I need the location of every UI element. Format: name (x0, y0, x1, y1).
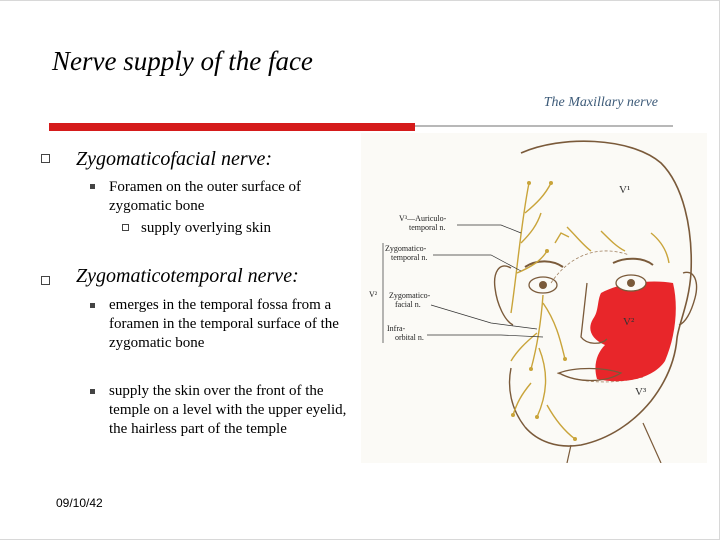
label-zygomaticotemporal: Zygomatico- (385, 244, 427, 253)
bullet-filled-icon (90, 389, 95, 394)
bullet-filled-icon (90, 184, 95, 189)
bullet-filled-icon (90, 303, 95, 308)
sub-bullet-square-icon (122, 224, 129, 231)
label-zygomaticofacial-2: facial n. (395, 300, 421, 309)
slide-date: 09/10/42 (56, 496, 103, 510)
region-label-v2: V² (623, 316, 635, 328)
region-label-v1: V¹ (619, 184, 631, 196)
title-accent-bar (49, 123, 415, 131)
label-auriculotemporal: V³—Auriculo- (399, 214, 447, 223)
region-label-v3: V³ (635, 386, 647, 398)
bullet-square-icon (41, 154, 50, 163)
label-auriculotemporal-2: temporal n. (409, 223, 446, 232)
label-v2-branch: V² (369, 290, 378, 299)
face-diagram-svg (361, 133, 707, 463)
label-zygomaticotemporal-2: temporal n. (391, 253, 428, 262)
bullet-item-emerges: emerges in the temporal fossa from a foramen in the temporal surface of the zygomatic bone (109, 297, 339, 351)
sub-bullet-supply-skin: supply overlying skin (141, 220, 271, 236)
slide-title: Nerve supply of the face (52, 46, 313, 76)
label-infraorbital: Infra- (387, 324, 406, 333)
label-zygomaticofacial: Zygomatico- (389, 291, 431, 300)
bullet-heading-zygomaticofacial: Zygomaticofacial nerve: (76, 148, 273, 170)
bullet-item-supply-temple: supply the skin over the front of the temple on a level with the upper eyelid, the hairless part of the temple (109, 383, 347, 437)
slide-border-top (0, 0, 720, 1)
slide-subtitle: The Maxillary nerve (543, 95, 658, 110)
label-infraorbital-2: orbital n. (395, 333, 424, 342)
face-nerve-illustration (361, 133, 707, 463)
bullet-heading-zygomaticotemporal: Zygomaticotemporal nerve: (76, 265, 299, 287)
title-rule (415, 125, 673, 127)
bullet-square-icon (41, 276, 50, 285)
bullet-item-foramen: Foramen on the outer surface of zygomatic bone (109, 179, 302, 214)
